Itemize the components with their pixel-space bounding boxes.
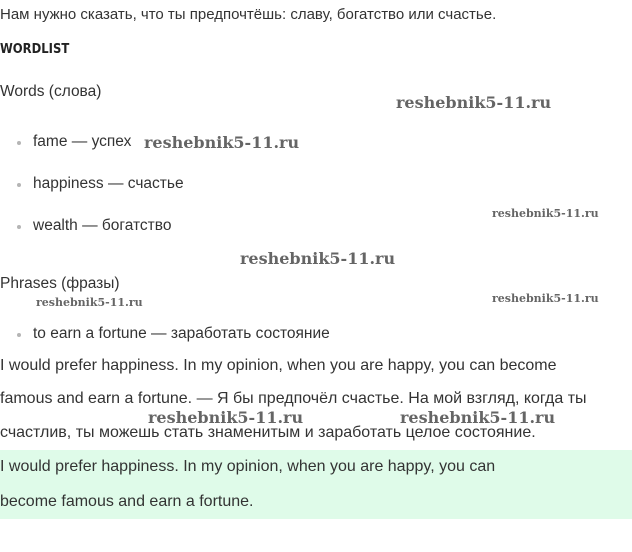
watermark: reshebnik5-11.ru <box>240 249 396 268</box>
answer-line: become famous and earn a fortune. <box>0 493 254 510</box>
intro-text: Нам нужно сказать, что ты предпочтёшь: славу, богатство или счастье. <box>0 6 497 23</box>
wordlist-title: WORDLIST <box>0 41 70 57</box>
paragraph-line: счастлив, ты можешь стать знаменитым и заработать целое состояние. <box>0 424 536 441</box>
paragraph-line: famous and earn a fortune. — Я бы предпочёл счастье. На мой взгляд, когда ты <box>0 390 587 407</box>
list-item: fame — успех <box>33 133 132 150</box>
bullet-icon <box>17 183 21 187</box>
bullet-icon <box>17 141 21 145</box>
bullet-icon <box>17 333 21 337</box>
list-item: to earn a fortune — заработать состояние <box>33 325 330 342</box>
words-heading: Words (слова) <box>0 83 102 100</box>
watermark: reshebnik5-11.ru <box>492 292 599 305</box>
list-item: wealth — богатство <box>33 217 172 234</box>
watermark: reshebnik5-11.ru <box>144 133 300 152</box>
watermark: reshebnik5-11.ru <box>400 408 556 427</box>
paragraph-line: I would prefer happiness. In my opinion, when you are happy, you can become <box>0 357 557 374</box>
list-item: happiness — счастье <box>33 175 184 192</box>
watermark: reshebnik5-11.ru <box>492 207 599 220</box>
watermark: reshebnik5-11.ru <box>396 93 552 112</box>
watermark: reshebnik5-11.ru <box>36 296 143 309</box>
bullet-icon <box>17 225 21 229</box>
answer-line: I would prefer happiness. In my opinion, when you are happy, you can <box>0 458 496 475</box>
watermark: reshebnik5-11.ru <box>148 408 304 427</box>
phrases-heading: Phrases (фразы) <box>0 275 120 292</box>
